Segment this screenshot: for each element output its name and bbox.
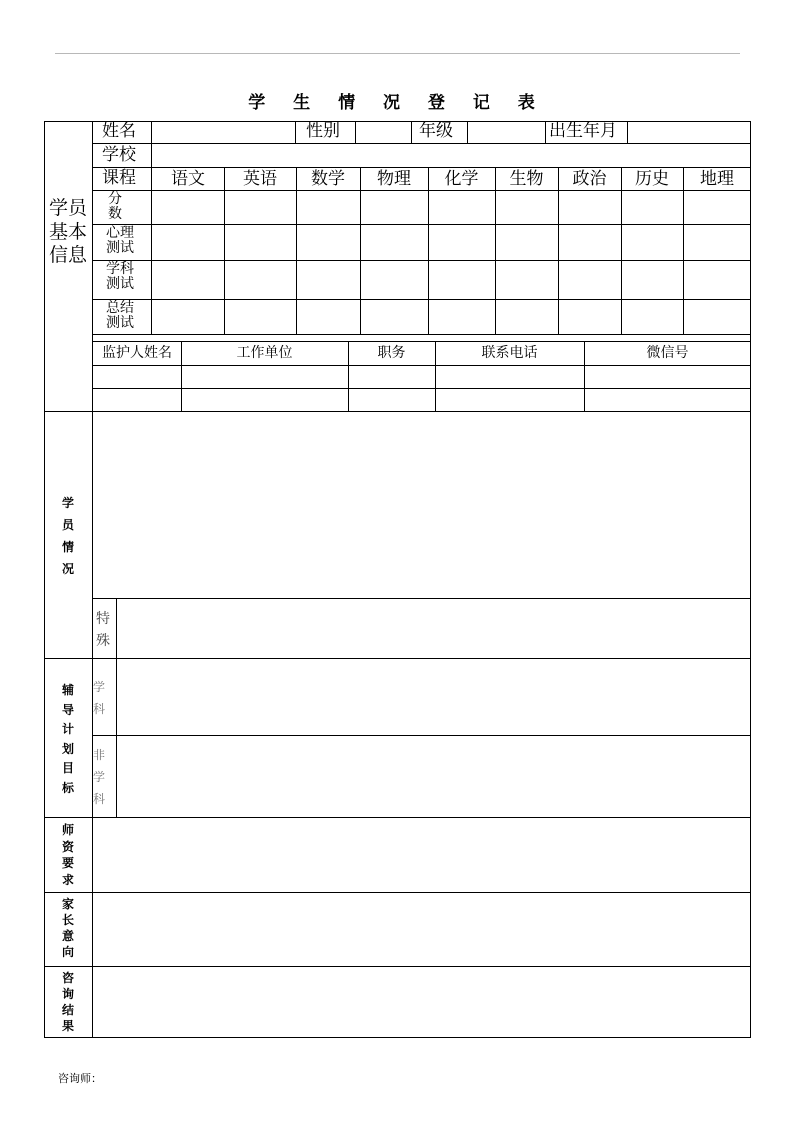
parent-intent-label: 家长意向 — [61, 897, 74, 959]
subject-header: 数学 — [311, 169, 345, 189]
subject-header: 英语 — [243, 169, 277, 189]
school-label: 学校 — [102, 145, 136, 165]
subject-header: 地理 — [700, 169, 734, 189]
grade-label: 年级 — [419, 121, 453, 141]
subject-header: 化学 — [444, 169, 479, 189]
subject-header: 政治 — [572, 169, 607, 189]
section-divider — [44, 817, 751, 818]
basic-info-section-label: 学员基本信息 — [48, 197, 87, 266]
guardian-header: 联系电话 — [481, 345, 538, 361]
label-column-divider — [92, 121, 93, 1038]
summary-test-row-label: 总结测试 — [106, 300, 134, 331]
header-rule — [55, 53, 740, 54]
subject-header: 生物 — [509, 169, 544, 189]
section-divider — [44, 892, 751, 893]
section-divider — [44, 658, 751, 659]
birth-label: 出生年月 — [549, 121, 617, 141]
subject-header: 物理 — [377, 169, 411, 189]
guardian-header: 微信号 — [646, 345, 689, 361]
teacher-requirements-label: 师资要求 — [61, 823, 74, 887]
score-row-label: 分数 — [108, 191, 122, 222]
subject-test-row-label: 学科测试 — [106, 261, 134, 292]
section-divider — [44, 966, 751, 967]
course-label: 课程 — [102, 168, 136, 188]
guardian-header: 监护人姓名 — [102, 345, 172, 361]
registration-form — [44, 121, 751, 1038]
guardian-header: 工作单位 — [236, 345, 293, 361]
psych-test-row-label: 心理测试 — [106, 225, 134, 256]
student-situation-label: 学员情况 — [61, 496, 74, 576]
tutoring-plan-label: 辅导计划目标 — [61, 683, 74, 795]
academic-label: 学科 — [93, 680, 106, 716]
gender-label: 性别 — [306, 121, 340, 141]
name-label: 姓名 — [102, 121, 136, 141]
non-academic-label: 非学科 — [93, 748, 106, 806]
consultant-label: 咨询师： — [58, 1072, 102, 1085]
subject-header: 语文 — [171, 169, 205, 189]
section-divider — [44, 411, 751, 412]
consultation-result-label: 咨询结果 — [61, 971, 74, 1033]
page-title: 学 生 情 况 登 记 表 — [248, 93, 546, 113]
guardian-header: 职务 — [377, 345, 406, 361]
subject-header: 历史 — [635, 169, 669, 189]
special-label: 特殊 — [96, 611, 110, 649]
